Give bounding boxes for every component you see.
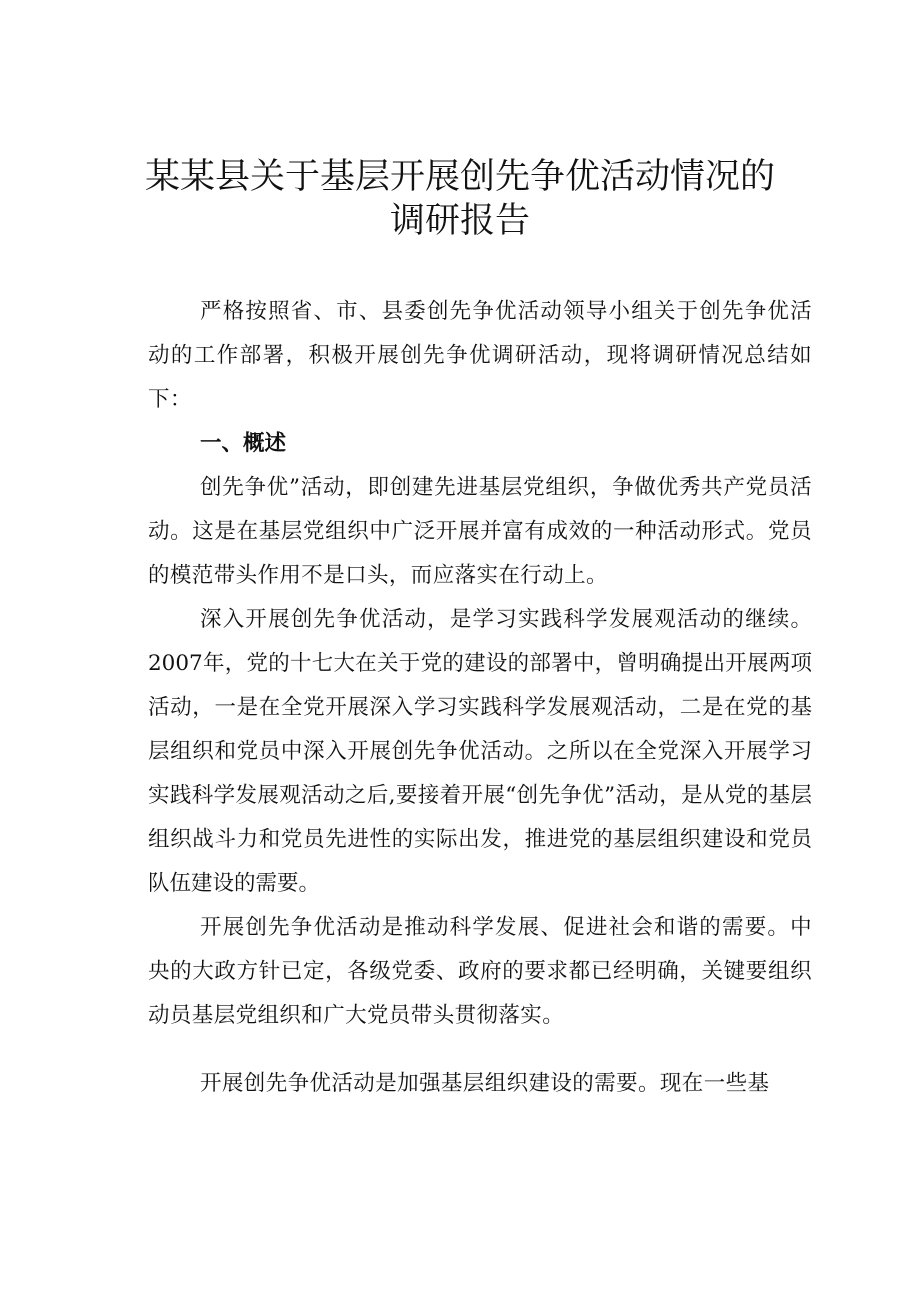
- title-line-1: 某某县关于基层开展创先争优活动情况的: [144, 157, 775, 197]
- document-title: [120, 155, 800, 243]
- body-paragraph: 创先争优”活动，即创建先进基层党组织，争做优秀共产党员活动。这是在基层党组织中广泛开展并富有成效的一种活动形式。党员的模范带头作用不是口头，而应落实在行动上。: [148, 475, 812, 588]
- document-body: [148, 290, 812, 1106]
- intro-paragraph: 严格按照省、市、县委创先争优活动领导小组关于创先争优活动的工作部署，积极开展创先争优调研活动，现将调研情况总结如下：: [148, 299, 812, 412]
- body-paragraph: 开展创先争优活动是加强基层组织建设的需要。现在一些基: [200, 1071, 770, 1096]
- body-paragraph: 深入开展创先争优活动，是学习实践科学发展观活动的继续。2007年，党的十七大在关于党的建设的部署中，曾明确提出开展两项活动，一是在全党开展深入学习实践科学发展观活动，二是在党的基层组织和党员中深入开展创先争优活动。之所以在全党深入开展学习实践科学发展观活动之后,要接着开展“创先争优”活动，是从党的基层组织战斗力和党员先进性的实际出发，推进党的基层组织建设和党员队伍建设的需要。: [148, 607, 812, 896]
- body-paragraph: 开展创先争优活动是推动科学发展、促进社会和谐的需要。中央的大政方针已定，各级党委、政府的要求都已经明确，关键要组织动员基层党组织和广大党员带头贯彻落实。: [148, 915, 812, 1028]
- paragraph-gap: [148, 1038, 812, 1062]
- title-line-2: 调研报告: [389, 201, 530, 241]
- section-heading-overview: 一、概述: [200, 431, 287, 456]
